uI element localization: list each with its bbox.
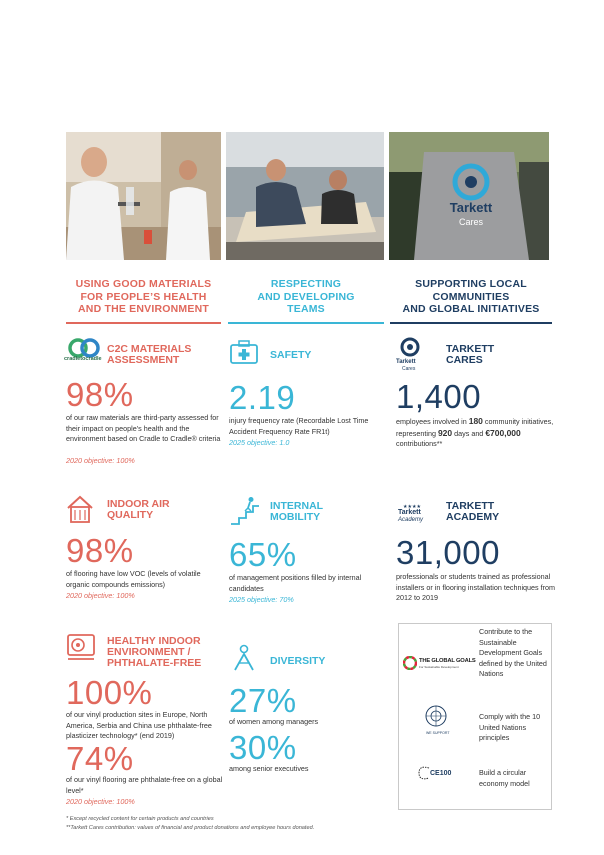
diversity-description-managers: of women among managers	[229, 717, 319, 726]
tarkett-academy-logo-title: Tarkett	[398, 509, 421, 516]
cares-desc-suffix: contributions**	[396, 439, 443, 448]
person-icon	[231, 644, 257, 672]
cares-desc-amount: €700,000	[485, 427, 521, 438]
tarkett-cares-description	[396, 416, 556, 450]
mobility-value: 65%	[229, 536, 297, 573]
community-divider	[390, 322, 552, 324]
c2c-value: 98%	[66, 376, 134, 413]
cares-desc-days: 920	[437, 427, 453, 438]
c2c-heading: C2C MATERIALS ASSESSMENT	[107, 343, 192, 366]
tarkett-academy-description: professionals or students trained as professional installers or in flooring installation techniques from 2012 to 2019	[396, 572, 556, 602]
people-divider	[228, 322, 384, 324]
diversity-heading: DIVERSITY	[270, 655, 326, 667]
ce100-logo	[417, 765, 431, 786]
c2c-objective: 2020 objective: 100%	[66, 456, 135, 465]
indoor-air-description: of flooring have low VOC (levels of volatile organic compounds emissions)	[66, 569, 201, 589]
safety-heading: SAFETY	[270, 349, 312, 361]
ungc-logo-text: WE SUPPORT	[426, 731, 450, 735]
people-column-title: RESPECTING AND DEVELOPING TEAMS	[257, 278, 355, 315]
house-icon	[66, 494, 94, 524]
tarkett-cares-value: 1,400	[396, 378, 482, 415]
tarkett-cares-logo-title: Tarkett	[396, 359, 416, 365]
global-goals-logo-sub: For Sustainable Development	[419, 665, 459, 669]
phthalate-objective: 2020 objective: 100%	[66, 797, 135, 806]
global-initiatives-box	[398, 623, 552, 810]
first-aid-kit-icon	[229, 339, 259, 365]
flooring-roll-icon	[66, 633, 98, 663]
cradle-to-cradle-logo-text: cradletocradle	[64, 356, 102, 362]
shirt-text-tarkett: Tarkett	[449, 200, 493, 215]
team-photo	[226, 132, 384, 260]
footnote-2: **Tarkett Cares contribution: values of financial and product donations and employee hours donated.	[66, 825, 315, 831]
cares-desc-count: 180	[468, 416, 483, 426]
diversity-description-executives: among senior executives	[229, 764, 309, 773]
tarkett-cares-logo-icon	[396, 336, 424, 360]
materials-divider	[66, 322, 221, 324]
cares-desc-mid1: community initiatives, representing	[396, 417, 554, 438]
phthalate-value-sites: 100%	[66, 674, 153, 711]
safety-description: injury frequency rate (Recordable Lost Time Accident Frequency Rate FR1t)	[229, 416, 369, 436]
tarkett-cares-photo	[389, 132, 549, 260]
lab-photo	[66, 132, 221, 260]
footnote-1: * Except recycled content for certain products and countries	[66, 816, 214, 822]
tarkett-academy-heading: TARKETT ACADEMY	[446, 500, 500, 523]
phthalate-value-flooring: 74%	[66, 740, 134, 777]
un-global-compact-icon	[423, 704, 449, 730]
c2c-description: of our raw materials are third-party assessed for their impact on people’s health and the environment based on Cradle to Cradle® criteria	[66, 413, 221, 443]
cares-desc-prefix: employees involved in	[396, 417, 469, 426]
shirt-text-cares: Cares	[458, 217, 484, 227]
ungc-text: Comply with the 10 United Nations principles	[479, 712, 541, 742]
mobility-objective: 2025 objective: 70%	[229, 595, 294, 604]
tarkett-cares-logo-sub: Cares	[402, 366, 416, 372]
materials-column-title: USING GOOD MATERIALS FOR PEOPLE’S HEALTH AND THE ENVIRONMENT	[75, 278, 212, 315]
community-column-title: SUPPORTING LOCAL COMMUNITIES AND GLOBAL INITIATIVES	[402, 278, 540, 315]
phthalate-description-sites: of our vinyl production sites in Europe, North America, Serbia and China use phthalate-free plasticizer technology* (end 2019)	[66, 710, 212, 740]
phthalate-heading: HEALTHY INDOOR ENVIRONMENT / PHTHALATE-FREE	[107, 635, 202, 669]
indoor-air-value: 98%	[66, 532, 134, 569]
diversity-value-managers: 27%	[229, 682, 297, 719]
tarkett-academy-logo-sub: Academy	[398, 517, 424, 523]
indoor-air-heading: INDOOR AIR QUALITY	[107, 498, 170, 521]
global-goals-logo	[403, 656, 417, 675]
global-goals-logo-text: THE GLOBAL GOALS	[419, 658, 476, 664]
phthalate-description-flooring: of our vinyl flooring are phthalate-free on a global level*	[66, 775, 223, 795]
ce100-logo-text: CE100	[430, 770, 452, 777]
tarkett-cares-heading: TARKETT CARES	[446, 343, 495, 366]
mobility-description: of management positions filled by internal candidates	[229, 573, 362, 593]
ce100-swirl-icon	[417, 765, 431, 781]
mobility-heading: INTERNAL MOBILITY	[270, 500, 324, 523]
tarkett-academy-value: 31,000	[396, 534, 500, 571]
global-goals-text: Contribute to the Sustainable Development Goals defined by the United Nations	[479, 627, 547, 678]
svg-text:★★★★: ★★★★	[403, 504, 421, 509]
sdg-wheel-icon	[403, 656, 417, 670]
safety-objective: 2025 objective: 1.0	[229, 438, 290, 447]
cares-desc-mid2: days and	[452, 428, 486, 438]
stairs-person-icon	[229, 496, 261, 526]
indoor-air-objective: 2020 objective: 100%	[66, 591, 135, 600]
diversity-value-executives: 30%	[229, 729, 297, 766]
ce100-text: Build a circular economy model	[479, 768, 530, 788]
safety-value: 2.19	[229, 379, 296, 416]
